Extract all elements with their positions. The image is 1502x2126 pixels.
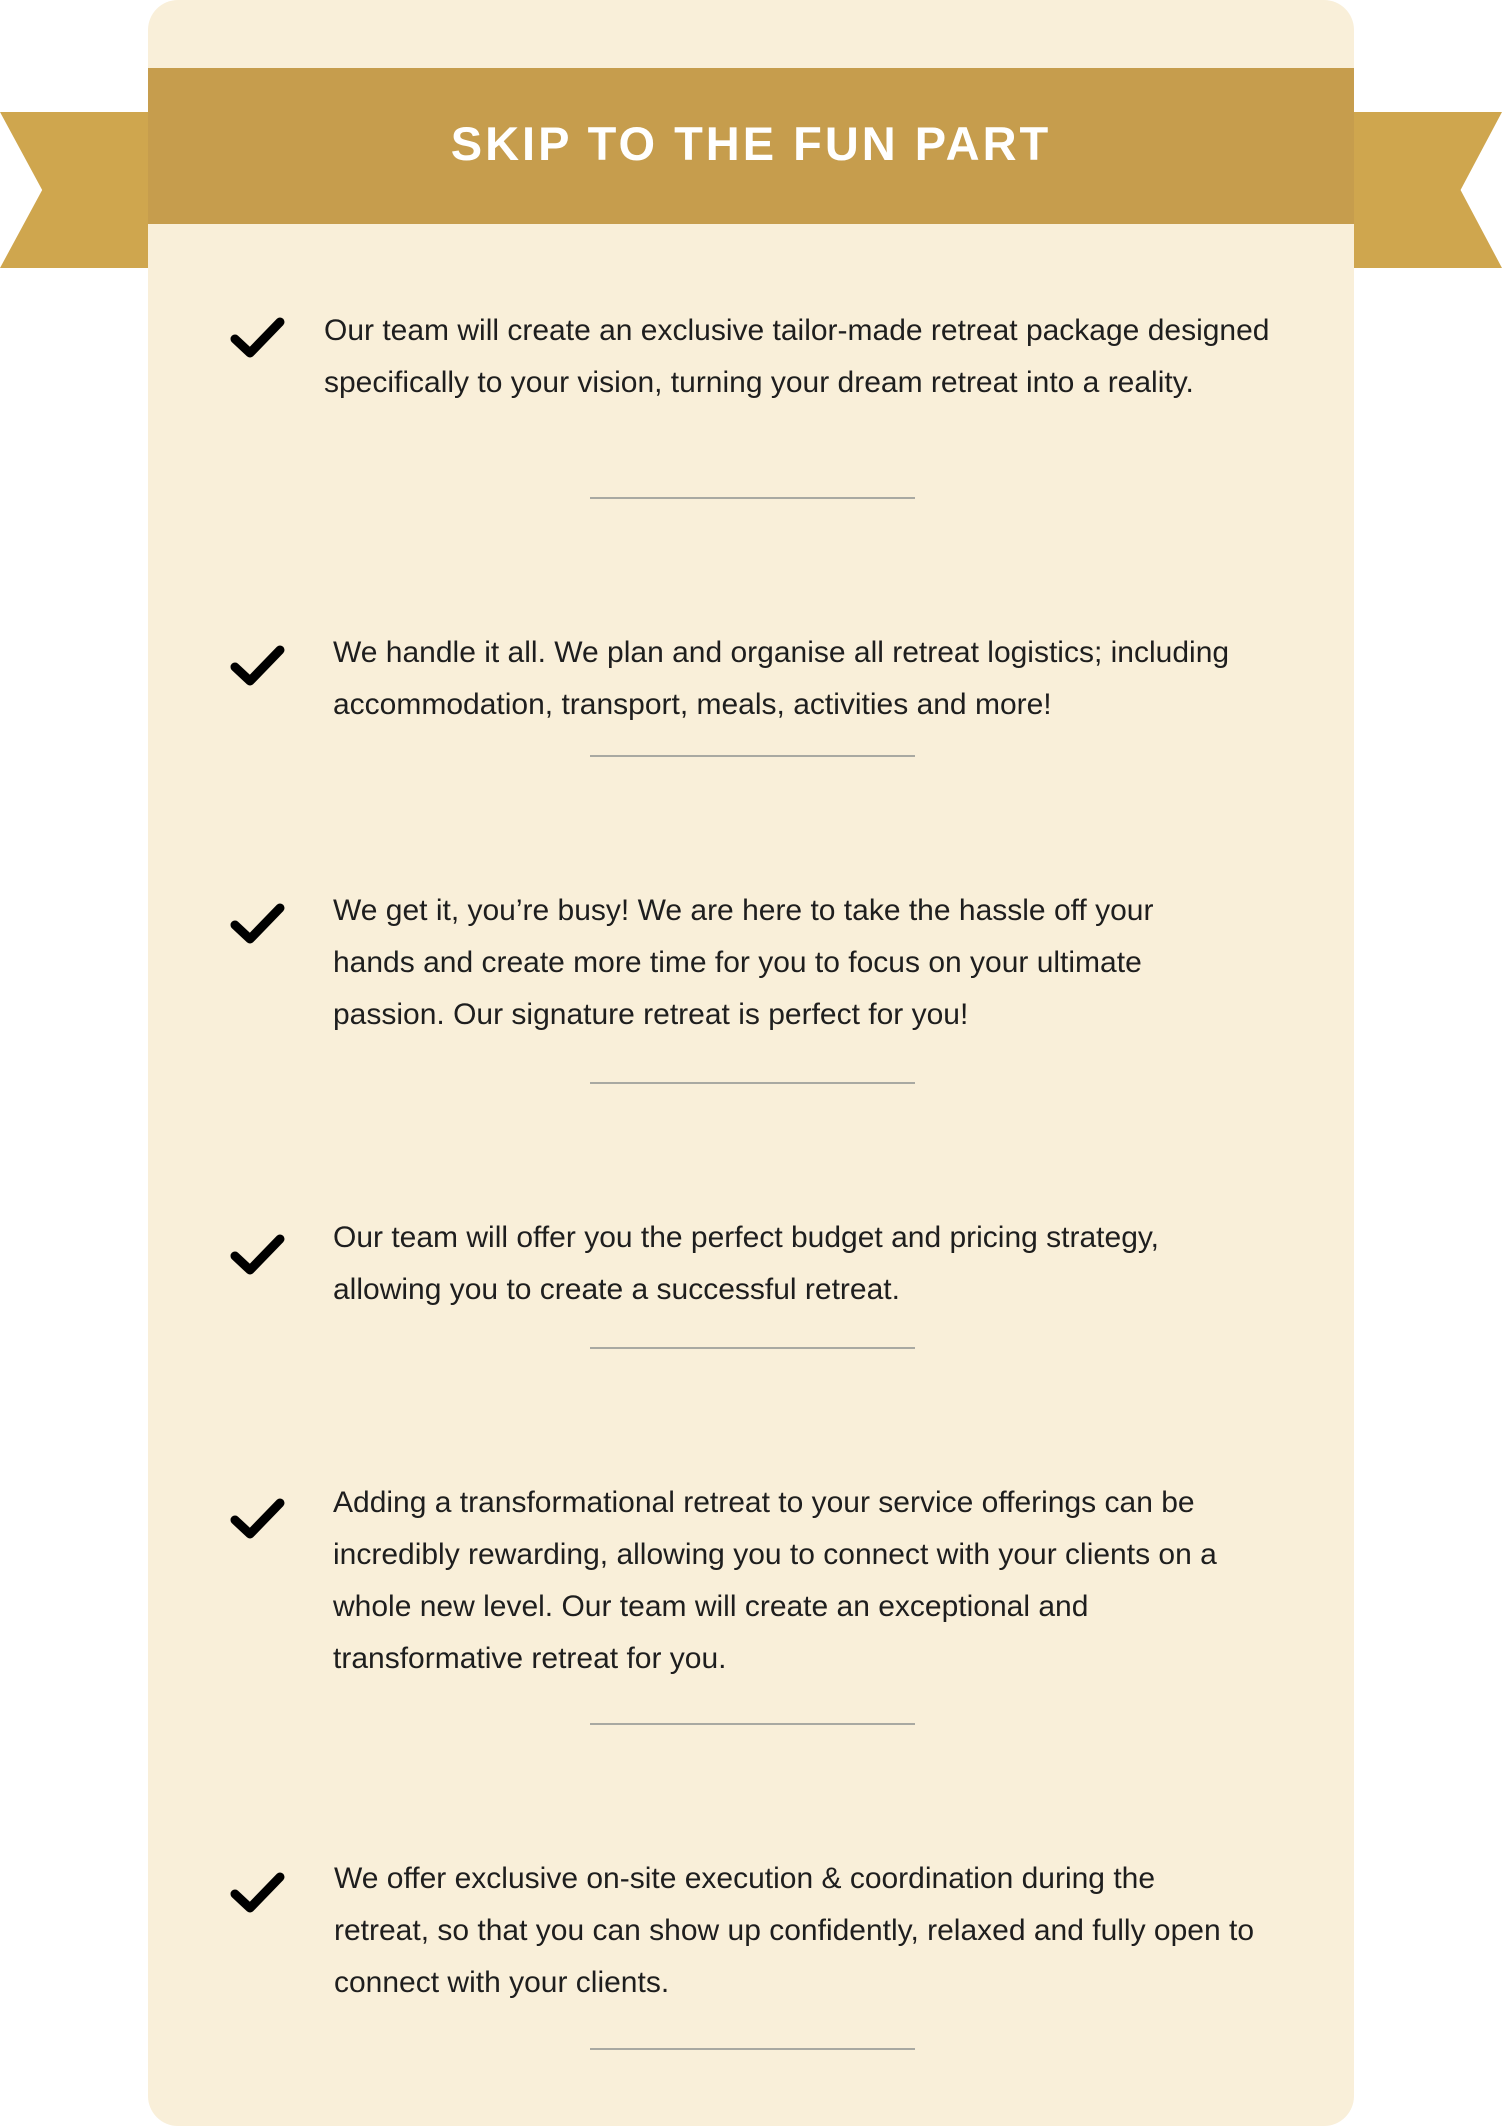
item-divider [590, 755, 915, 757]
checkmark-icon [230, 644, 286, 688]
benefit-text: We handle it all. We plan and organise all retreat logistics; including accommodation, transport, meals, activities and more! [333, 636, 1230, 721]
banner-title: SKIP TO THE FUN PART [450, 116, 1052, 170]
benefit-text: We get it, you’re busy! We are here to take the hassle off your hands and create more time for you to focus on your ultimate passion. Our signature retreat is perfect for you! [333, 894, 1154, 1031]
item-divider [590, 1723, 915, 1725]
title-banner [148, 68, 1354, 224]
benefit-text: Adding a transformational retreat to your service offerings can be incredibly rewarding, allowing you to connect with your clients on a whole new level. Our team will create an exceptional and transformative retreat for you. [333, 1486, 1217, 1675]
benefit-text: Our team will create an exclusive tailor-made retreat package designed specifically to your vision, turning your dream retreat into a reality. [324, 314, 1270, 399]
checkmark-icon [230, 902, 286, 946]
benefit-text: Our team will offer you the perfect budget and pricing strategy, allowing you to create a successful retreat. [333, 1221, 1159, 1306]
checkmark-icon [230, 1871, 286, 1915]
ribbon-tail-left [0, 112, 148, 268]
benefit-text: We offer exclusive on-site execution & coordination during the retreat, so that you can show up confidently, relaxed and fully open to connect with your clients. [334, 1862, 1255, 1999]
item-divider [590, 1347, 915, 1349]
item-divider [590, 497, 915, 499]
checkmark-icon [230, 316, 286, 360]
item-divider [590, 2048, 915, 2050]
checkmark-icon [230, 1233, 286, 1277]
item-divider [590, 1082, 915, 1084]
checkmark-icon [230, 1497, 286, 1541]
ribbon-tail-right [1354, 112, 1502, 268]
